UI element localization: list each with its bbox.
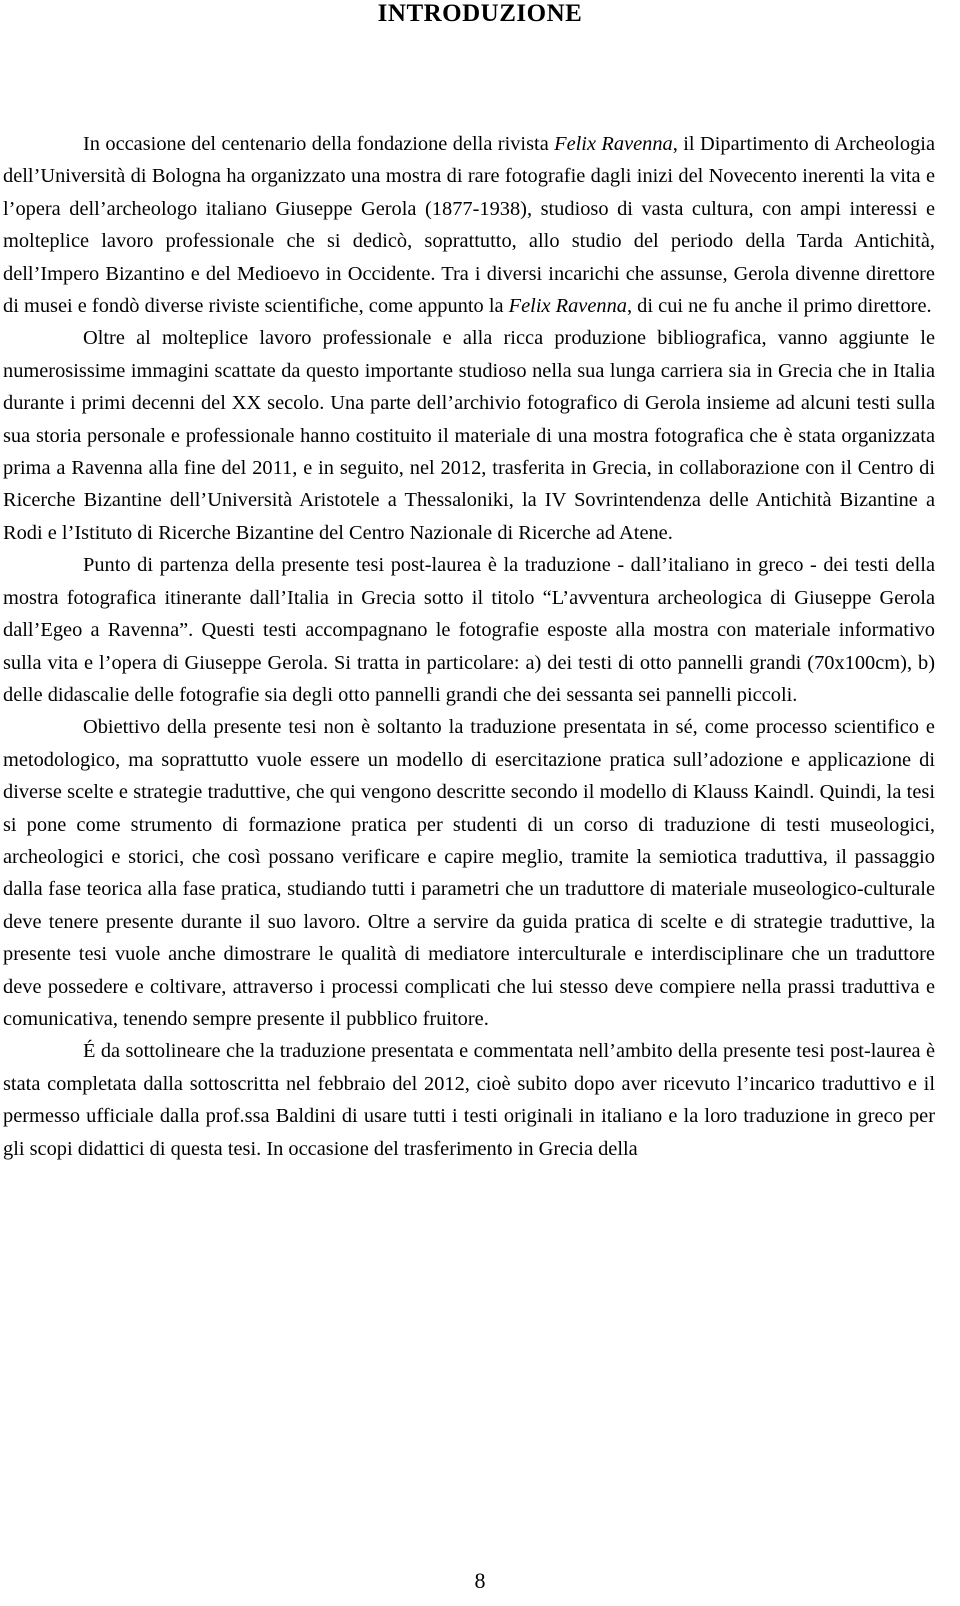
page-title: INTRODUZIONE (377, 0, 583, 27)
paragraph-1 (3, 128, 935, 322)
paragraph-5: É da sottolineare che la traduzione presentata e commentata nell’ambito della presente tesi post-laurea è stata completata dalla sottoscritta nel febbraio del 2012, cioè subito dopo aver ricevuto l’incarico traduttivo e il permesso ufficiale dalla prof.ssa Baldini di usare tutti i testi originali in italiano e la loro traduzione in greco per gli scopi didattici di questa tesi. In occasione del trasferimento in Grecia della (3, 1040, 935, 1160)
paragraph-4: Obiettivo della presente tesi non è soltanto la traduzione presentata in sé, come processo scientifico e metodologico, ma soprattutto vuole essere un modello di esercitazione pratica sull’adozione e applicazione di diverse scelte e strategie traduttive, che qui vengono descritte secondo il modello di Klauss Kaindl. Quindi, la tesi si pone come strumento di formazione pratica per studenti di un corso di traduzione di testi museologici, archeologici e storici, che così possano verificare e capire meglio, tramite la semiotica traduttiva, il passaggio dalla fase teorica alla fase pratica, studiando tutti i parametri che un traduttore di materiale museologico-culturale deve tenere presente durante il suo lavoro. Oltre a servire da guida pratica di scelte e di strategie traduttive, la presente tesi vuole anche dimostrare le qualità di mediatore interculturale e interdisciplinare che un traduttore deve possedere e coltivare, attraverso i processi complicati che lui stesso deve compiere nella prassi traduttiva e comunicativa, tenendo sempre presente il pubblico fruitore. (3, 716, 935, 1030)
paragraph-1-part-2: , il Dipartimento di Archeologia dell’Università di Bologna ha organizzato una mostra di rare fotografie dagli inizi del Novecento inerenti la vita e l’opera dell’archeologo italiano Giuseppe Gerola (1877-1938), studioso di vasta cultura, con ampi interessi e molteplice lavoro professionale che si dedicò, soprattutto, allo studio del periodo della Tarda Antichità, dell’Impero Bizantino e del Medioevo in Occidente. Tra i diversi incarichi che assunse, Gerola divenne direttore di musei e fondò diverse riviste scientifiche, come appunto la (3, 133, 935, 318)
paragraph-3: Punto di partenza della presente tesi post-laurea è la traduzione - dall’italiano in greco - dei testi della mostra fotografica itinerante dall’Italia in Grecia sotto il titolo “L’avventura archeologica di Giuseppe Gerola dall’Egeo a Ravenna”. Questi testi accompagnano le fotografie esposte alla mostra con materiale informativo sulla vita e l’opera di Giuseppe Gerola. Si tratta in particolare: a) dei testi di otto pannelli grandi (70x100cm), b) delle didascalie delle fotografie sia degli otto pannelli grandi che dei sessanta sei pannelli piccoli. (3, 554, 935, 706)
paragraph-1-part-1: In occasione del centenario della fondazione della rivista (83, 133, 555, 155)
body-text (3, 128, 935, 1165)
journal-title-italic-2: Felix Ravenna (508, 295, 627, 318)
journal-title-italic: Felix Ravenna (554, 133, 673, 155)
paragraph-1-part-3: , di cui ne fu anche il primo direttore. (626, 295, 932, 318)
page-number: 8 (474, 1568, 486, 1593)
paragraph-2: Oltre al molteplice lavoro professionale e alla ricca produzione bibliografica, vanno aggiunte le numerosissime immagini scattate da questo importante studioso nella sua lunga carriera sia in Grecia che in Italia durante i primi decenni del XX secolo. Una parte dell’archivio fotografico di Gerola insieme ad alcuni testi sulla sua storia personale e professionale hanno costituito il materiale di una mostra fotografica che è stata organizzata prima a Ravenna alla fine del 2011, e in seguito, nel 2012, trasferita in Grecia, in collaborazione con il Centro di Ricerche Bizantine dell’Università Aristotele a Thessaloniki, la IV Sovrintendenza delle Antichità Bizantine a Rodi e l’Istituto di Ricerche Bizantine del Centro Nazionale di Ricerche ad Atene. (3, 327, 935, 544)
